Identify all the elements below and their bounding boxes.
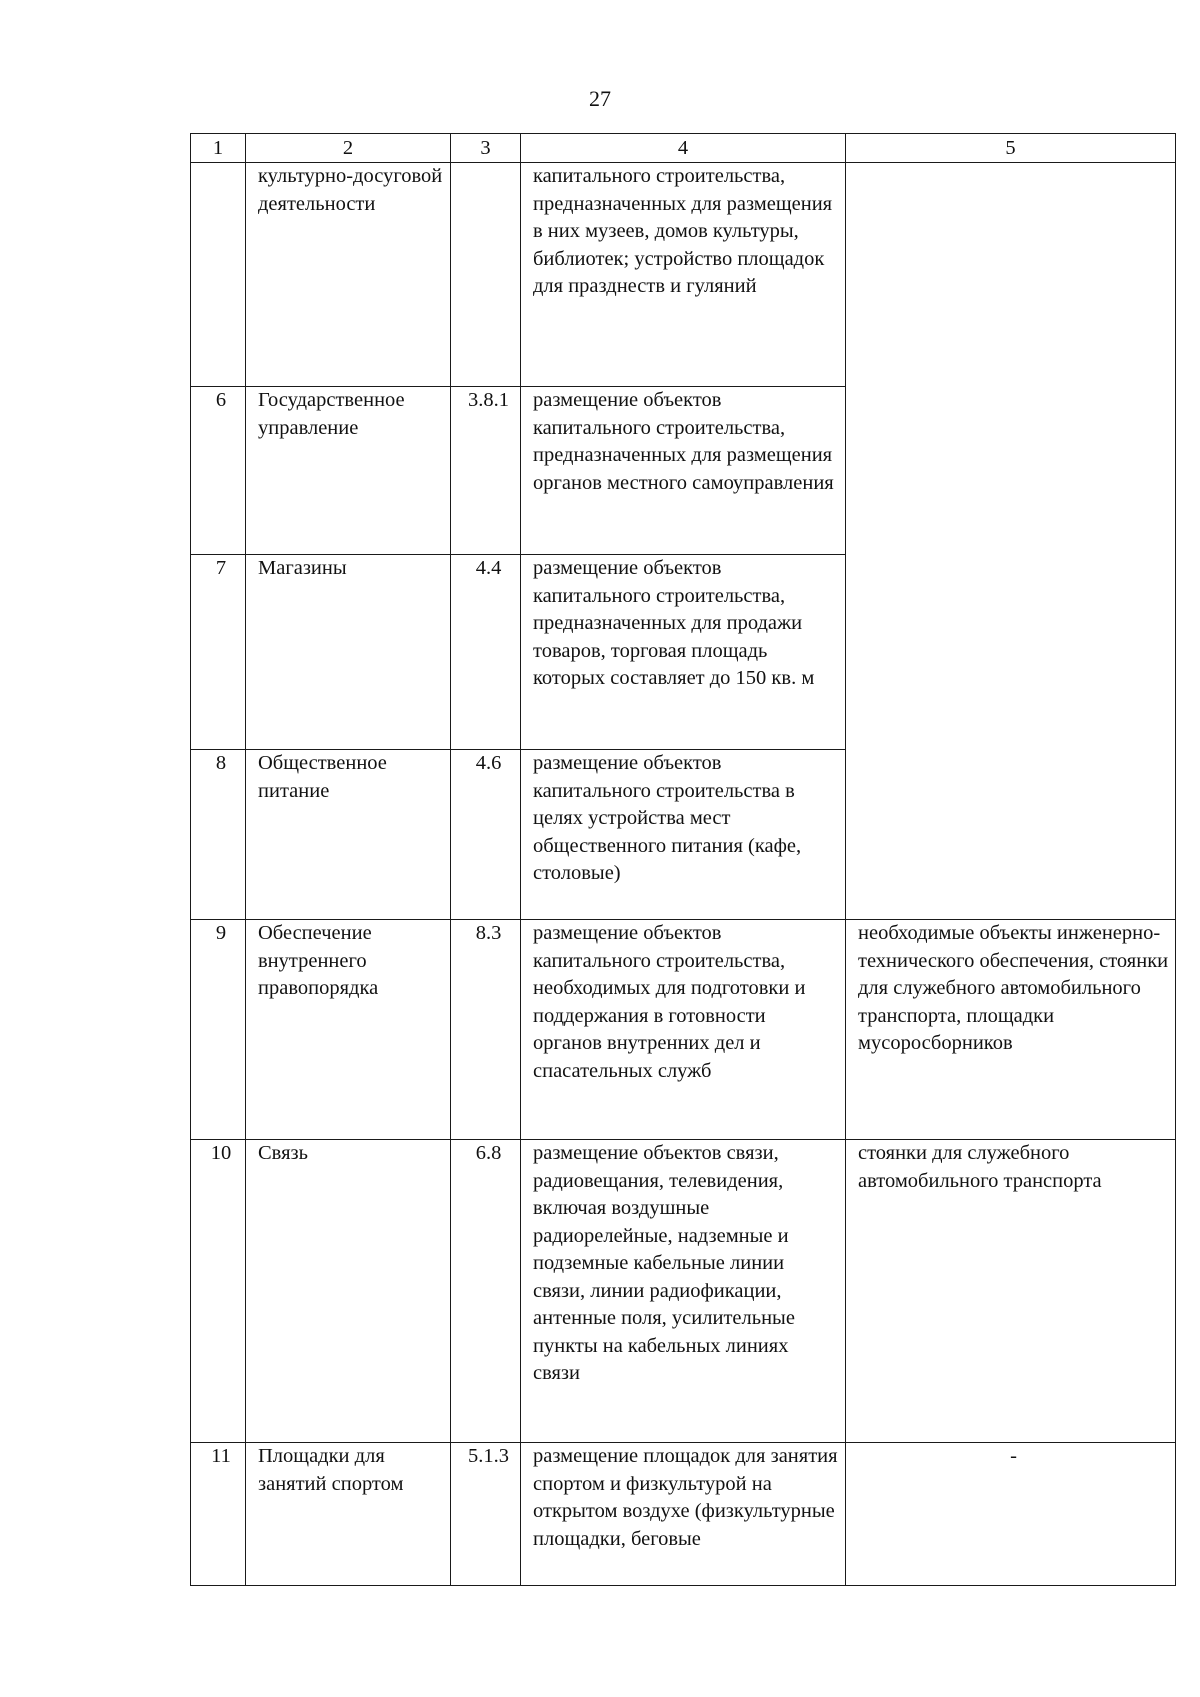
table-row: [191, 1140, 1176, 1443]
row-number: [191, 163, 246, 387]
column-header: 1: [191, 134, 246, 163]
row-auxiliary: необходимые объекты инженерно-технического обеспечения, стоянки для служебного автомобильного транспорта, площадки мусоросборников: [846, 920, 1176, 1140]
land-use-table: [190, 133, 1176, 1586]
row-code: 6.8: [451, 1140, 521, 1443]
row-name: Магазины: [246, 555, 451, 750]
column-header: 5: [846, 134, 1176, 163]
table-row: [191, 1443, 1176, 1586]
row-number: 8: [191, 750, 246, 920]
column-header: 4: [521, 134, 846, 163]
row-number: 6: [191, 387, 246, 555]
page-number: 27: [589, 86, 611, 111]
row-description: размещение объектов связи, радиовещания, телевидения, включая воздушные радиорелейные, надземные и подземные кабельные линии связи, линии радиофикации, антенные поля, усилительные пункты на кабельных линиях связи: [521, 1140, 846, 1443]
row-code: [451, 163, 521, 387]
row-code: 8.3: [451, 920, 521, 1140]
table-header-row: [191, 134, 1176, 163]
row-description: размещение объектов капитального строительства, предназначенных для продажи товаров, торговая площадь которых составляет до 150 кв. м: [521, 555, 846, 750]
row-code: 4.6: [451, 750, 521, 920]
column-header: 2: [246, 134, 451, 163]
row-auxiliary: стоянки для служебного автомобильного транспорта: [846, 1140, 1176, 1443]
row-description: капитального строительства, предназначенных для размещения в них музеев, домов культуры, библиотек; устройство площадок для празднеств и гуляний: [521, 163, 846, 387]
row-number: 10: [191, 1140, 246, 1443]
row-name: Связь: [246, 1140, 451, 1443]
row-name: Площадки для занятий спортом: [246, 1443, 451, 1586]
row-description: размещение объектов капитального строительства, предназначенных для размещения органов местного самоуправления: [521, 387, 846, 555]
row-name: Государственное управление: [246, 387, 451, 555]
table-row: [191, 920, 1176, 1140]
row-name: Обеспечение внутреннего правопорядка: [246, 920, 451, 1140]
row-auxiliary-empty: [846, 163, 1176, 920]
row-description: размещение площадок для занятия спортом и физкультурой на открытом воздухе (физкультурные площадки, беговые: [521, 1443, 846, 1586]
row-number: 7: [191, 555, 246, 750]
row-auxiliary: -: [846, 1443, 1176, 1586]
row-code: 4.4: [451, 555, 521, 750]
row-name: Общественное питание: [246, 750, 451, 920]
table-row: [191, 163, 1176, 387]
row-description: размещение объектов капитального строительства в целях устройства мест общественного питания (кафе, столовые): [521, 750, 846, 920]
row-description: размещение объектов капитального строительства, необходимых для подготовки и поддержания в готовности органов внутренних дел и спасательных служб: [521, 920, 846, 1140]
column-header: 3: [451, 134, 521, 163]
row-name: культурно-досуговой деятельности: [246, 163, 451, 387]
row-code: 3.8.1: [451, 387, 521, 555]
row-number: 9: [191, 920, 246, 1140]
row-number: 11: [191, 1443, 246, 1586]
row-code: 5.1.3: [451, 1443, 521, 1586]
